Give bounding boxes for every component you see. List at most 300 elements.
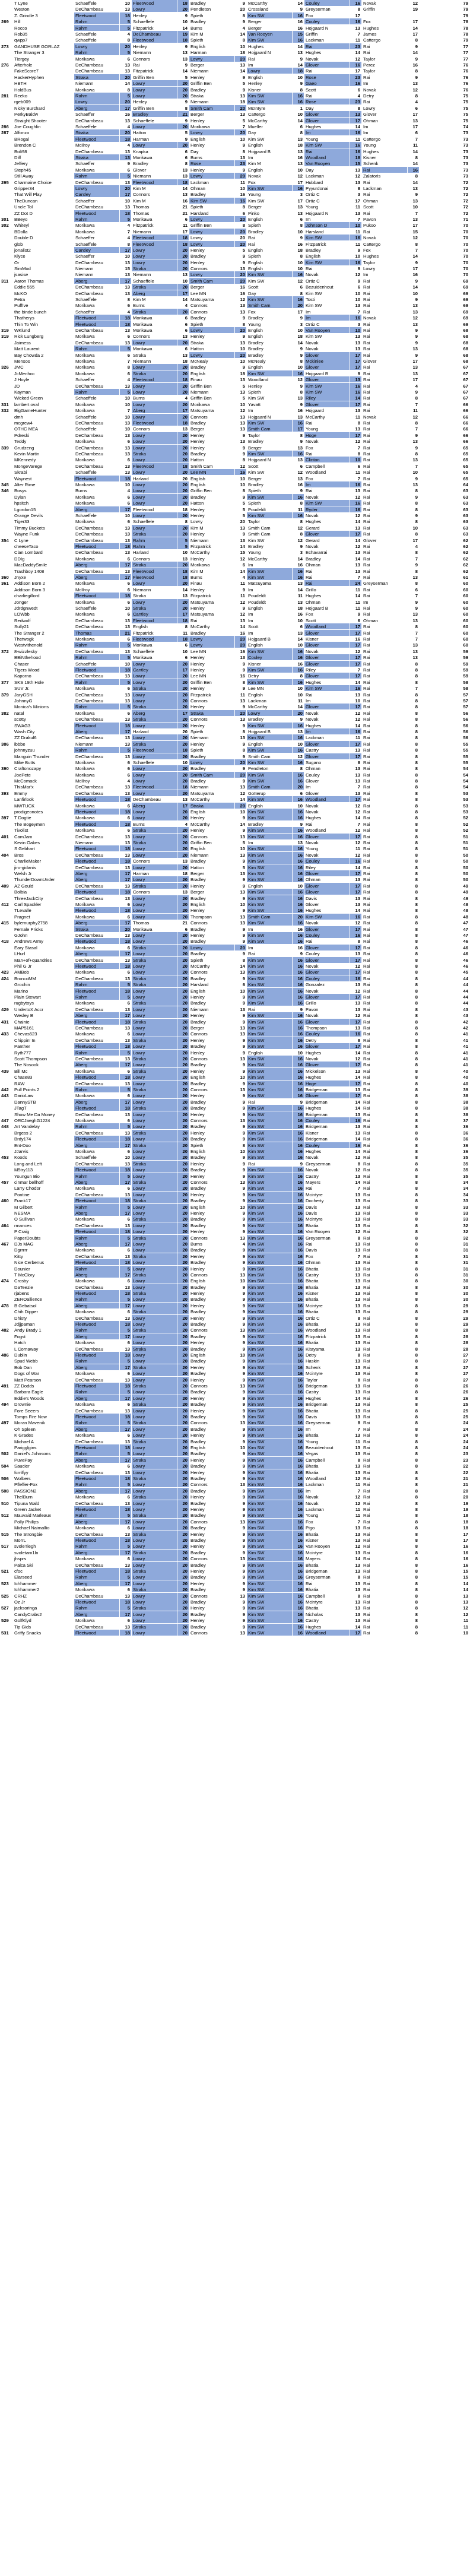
pick-golfer: Hojgaard N — [247, 457, 293, 463]
pick-points: 20 — [177, 1346, 189, 1352]
pick-golfer: Kim SW — [247, 420, 293, 426]
total-points: 53 — [420, 796, 470, 803]
pick-golfer: Schaeffer — [74, 198, 120, 204]
pick-points: 20 — [177, 716, 189, 723]
pick-golfer: Rai — [362, 1123, 408, 1130]
pick-points: 8 — [408, 1192, 420, 1198]
pick-golfer: Im — [362, 123, 408, 130]
rank-cell — [0, 525, 13, 531]
entrant-name: MorrL — [13, 1537, 74, 1544]
pick-golfer: Bradley — [189, 1185, 235, 1192]
pick-points: 20 — [177, 1377, 189, 1383]
rank-cell — [0, 80, 13, 87]
pick-points: 16 — [293, 1259, 304, 1266]
pick-points: 20 — [177, 845, 189, 852]
rank-cell: 443 — [0, 1092, 13, 1099]
pick-golfer: Matsuyama — [189, 407, 235, 414]
total-points: 78 — [420, 31, 470, 37]
total-points: 64 — [420, 481, 470, 488]
pick-points: 20 — [177, 1197, 189, 1204]
pick-golfer: DeChambeau — [74, 148, 120, 155]
pick-points: 9 — [235, 259, 247, 266]
pick-points: 13 — [350, 1370, 362, 1377]
total-points: 24 — [420, 1438, 470, 1445]
rank-cell — [0, 315, 13, 321]
pick-points: 13 — [235, 1519, 247, 1525]
rank-cell — [0, 611, 13, 617]
pick-points: 9 — [235, 1216, 247, 1222]
pick-points: 17 — [350, 926, 362, 933]
pick-golfer: DeChambeau — [74, 1469, 120, 1476]
pick-golfer: Rai — [362, 1352, 408, 1358]
pick-points: 7 — [350, 476, 362, 482]
pick-golfer: Thomas — [132, 920, 177, 926]
pick-golfer: Morikawa — [189, 562, 235, 568]
pick-points: 11 — [350, 1512, 362, 1519]
pick-golfer: DeChambeau — [74, 568, 120, 575]
pick-points: 13 — [120, 340, 132, 346]
pick-golfer: Rai — [362, 667, 408, 673]
pick-golfer: Rai — [362, 469, 408, 476]
pick-points: 13 — [350, 1216, 362, 1222]
pick-golfer: Van Rooyen — [304, 1543, 350, 1550]
pick-golfer: Lowry — [132, 1414, 177, 1420]
total-points: 31 — [420, 1259, 470, 1266]
pick-golfer: Couley — [304, 18, 350, 25]
pick-points: 20 — [177, 1012, 189, 1019]
pick-points: 9 — [235, 1192, 247, 1198]
pick-points: 16 — [350, 80, 362, 87]
pick-golfer: Rai — [362, 1506, 408, 1513]
pick-points: 13 — [350, 179, 362, 186]
pick-points: 13 — [293, 476, 304, 482]
pick-golfer: Connors — [132, 889, 177, 895]
pick-points: 9 — [235, 315, 247, 321]
entrant-name: hpsitch — [13, 500, 74, 506]
pick-golfer: Schenk — [362, 160, 408, 167]
pick-points: 8 — [408, 500, 420, 506]
pick-points: 9 — [408, 599, 420, 606]
table-row — [0, 235, 470, 241]
pick-points: 13 — [293, 599, 304, 606]
pick-points: 11 — [350, 241, 362, 248]
pick-points: 17 — [120, 247, 132, 254]
pick-points: 6 — [120, 815, 132, 821]
total-points: 34 — [420, 1192, 470, 1198]
pick-points: 16 — [293, 1179, 304, 1186]
pick-points: 8 — [350, 1161, 362, 1167]
pick-golfer: Lowry — [132, 512, 177, 519]
pick-golfer: DeChambeau — [74, 883, 120, 889]
table-row — [0, 154, 470, 161]
pick-golfer: Rahm — [74, 1605, 120, 1611]
rank-cell: 457 — [0, 1179, 13, 1186]
pick-golfer: English — [247, 142, 293, 148]
entrant-name: SimMod — [13, 265, 74, 272]
total-points: 63 — [420, 518, 470, 525]
entrant-name: JoePete — [13, 772, 74, 778]
pick-golfer: DeChambeau — [74, 68, 120, 74]
pick-points: 20 — [177, 123, 189, 130]
pick-points: 6 — [177, 148, 189, 155]
total-points: 35 — [420, 1167, 470, 1173]
table-row — [0, 568, 470, 575]
pick-golfer: Novak — [304, 271, 350, 278]
pick-golfer: Fleetwood — [74, 1136, 120, 1142]
pick-golfer: Rai — [247, 1161, 293, 1167]
pick-golfer: Kim SW — [247, 648, 293, 655]
entrant-name: M Gilbert — [13, 1204, 74, 1211]
pick-golfer: Henley — [189, 1469, 235, 1476]
pick-golfer: Berger — [247, 18, 293, 25]
pick-points: 16 — [293, 1012, 304, 1019]
pick-points: 20 — [235, 327, 247, 334]
total-points: 31 — [420, 1241, 470, 1247]
pick-points: 16 — [293, 1235, 304, 1241]
pick-golfer: Kim SW — [247, 1469, 293, 1476]
pick-points: 8 — [350, 1037, 362, 1044]
pick-golfer: Bradley — [304, 556, 350, 562]
table-row — [0, 1192, 470, 1198]
pick-points: 12 — [235, 790, 247, 797]
table-row — [0, 290, 470, 297]
pick-points: 9 — [235, 1624, 247, 1630]
pick-points: 9 — [235, 704, 247, 710]
total-points: 60 — [420, 605, 470, 611]
pick-points: 14 — [293, 587, 304, 593]
pick-points: 16 — [293, 1339, 304, 1346]
pick-points: 9 — [235, 1617, 247, 1624]
total-points: 53 — [420, 809, 470, 815]
total-points: 56 — [420, 716, 470, 723]
pick-golfer: Hughes — [304, 49, 350, 56]
entrant-name: Tivolist — [13, 827, 74, 834]
rank-cell — [0, 1025, 13, 1031]
pick-points: 12 — [293, 376, 304, 383]
total-points: 55 — [420, 759, 470, 766]
pick-points: 13 — [350, 1346, 362, 1352]
pick-points: 16 — [293, 963, 304, 969]
pick-golfer: Rai — [362, 1414, 408, 1420]
pick-points: 4 — [408, 543, 420, 550]
pick-golfer: Straka — [132, 1531, 177, 1538]
pick-points: 13 — [120, 883, 132, 889]
pick-points: 8 — [120, 37, 132, 43]
pick-golfer: Kim SW — [247, 1148, 293, 1155]
pick-points: 13 — [120, 834, 132, 840]
pick-points: 18 — [177, 617, 189, 624]
pick-points: 20 — [177, 1426, 189, 1433]
rank-cell: 269 — [0, 18, 13, 25]
total-points: 53 — [420, 803, 470, 809]
pick-points: 20 — [177, 1210, 189, 1216]
table-row — [0, 315, 470, 321]
rank-cell — [0, 271, 13, 278]
pick-golfer: Straka — [132, 1272, 177, 1278]
pick-golfer: Morikawa — [74, 1555, 120, 1562]
entrant-name: Tomps Fire Now — [13, 1414, 74, 1420]
pick-golfer: Bradley — [304, 247, 350, 254]
pick-points: 14 — [350, 1624, 362, 1630]
pick-golfer: Rai — [304, 43, 350, 50]
pick-golfer: Glover — [304, 642, 350, 648]
pick-points: 8 — [408, 839, 420, 846]
pick-points: 8 — [408, 957, 420, 964]
pick-points: 18 — [120, 1352, 132, 1358]
pick-points: 8 — [408, 1247, 420, 1253]
pick-golfer: Rai — [362, 1197, 408, 1204]
pick-golfer: Lowry — [132, 599, 177, 606]
pick-points: 6 — [120, 1432, 132, 1438]
entrant-name: P Craig — [13, 1228, 74, 1235]
total-points: 65 — [420, 476, 470, 482]
pick-points: 20 — [177, 1086, 189, 1093]
pick-golfer: Rai — [362, 340, 408, 346]
pick-points: 6 — [120, 518, 132, 525]
pick-points: 9 — [235, 1389, 247, 1395]
pick-points: 20 — [177, 1050, 189, 1056]
table-row — [0, 1006, 470, 1013]
pick-golfer: Hughes — [304, 1148, 350, 1155]
pick-golfer: English — [189, 845, 235, 852]
table-row — [0, 599, 470, 606]
table-row — [0, 1050, 470, 1056]
pick-golfer: Griffin Ben — [189, 222, 235, 229]
pick-golfer: Lowry — [132, 932, 177, 939]
pick-points: 17 — [177, 407, 189, 414]
rank-cell — [0, 1599, 13, 1605]
pick-golfer: Bradley — [189, 494, 235, 500]
pick-points: 16 — [350, 1142, 362, 1149]
pick-golfer: Novak — [362, 235, 408, 241]
pick-points: 7 — [350, 216, 362, 223]
table-row — [0, 37, 470, 43]
pick-golfer: Bhatia — [304, 1605, 350, 1611]
pick-golfer: Young — [362, 142, 408, 148]
table-row — [0, 1383, 470, 1389]
pick-golfer: Rai — [362, 654, 408, 661]
pick-golfer: Lowry — [189, 945, 235, 951]
pick-points: 8 — [408, 1426, 420, 1433]
pick-points: 8 — [408, 1624, 420, 1630]
pick-points: 13 — [408, 481, 420, 488]
pick-golfer: Kim SW — [247, 852, 293, 858]
entrant-name: Pull Points 2 — [13, 1086, 74, 1093]
pick-golfer: Kim SW — [247, 1173, 293, 1180]
pick-golfer: Niemann — [132, 229, 177, 235]
table-row — [0, 271, 470, 278]
entrant-name: M5try113 — [13, 1167, 74, 1173]
rank-cell — [0, 494, 13, 500]
pick-golfer: Rai — [362, 1358, 408, 1364]
rank-cell: 521 — [0, 1568, 13, 1574]
pick-points: 11 — [235, 179, 247, 186]
total-points: 71 — [420, 216, 470, 223]
pick-points: 12 — [350, 1154, 362, 1161]
pick-points: 9 — [408, 43, 420, 50]
pick-golfer: Mckinlee — [304, 358, 350, 365]
pick-points: 16 — [293, 1469, 304, 1476]
pick-golfer: Lowry — [132, 1562, 177, 1569]
pick-points: 5 — [235, 383, 247, 389]
pick-points: 20 — [235, 129, 247, 136]
pick-points: 13 — [350, 1278, 362, 1284]
pick-golfer: Lowry — [132, 679, 177, 686]
pick-golfer: Novak — [304, 56, 350, 62]
pick-points: 16 — [293, 920, 304, 926]
pick-golfer: Lowry — [132, 1296, 177, 1303]
pick-points: 17 — [350, 889, 362, 895]
pick-points: 13 — [177, 426, 189, 432]
total-points: 70 — [420, 235, 470, 241]
pick-points: 20 — [177, 1000, 189, 1006]
pick-golfer: Lowry — [189, 216, 235, 223]
pick-points: 8 — [408, 1389, 420, 1395]
rank-cell — [0, 1290, 13, 1297]
pick-golfer: English — [189, 481, 235, 488]
total-points: 50 — [420, 852, 470, 858]
pick-golfer: Thompson — [304, 1025, 350, 1031]
entrant-name: Z. Grindle 3 — [13, 12, 74, 19]
pick-golfer: Hojgaard N — [304, 210, 350, 217]
pick-points: 13 — [120, 525, 132, 531]
entrant-name: T Dogtie — [13, 815, 74, 821]
pick-golfer: Rai — [362, 834, 408, 840]
pick-golfer: Rai — [362, 685, 408, 692]
entrant-name: Or — [13, 259, 74, 266]
pick-points: 13 — [350, 1580, 362, 1587]
pick-points: 16 — [293, 1586, 304, 1593]
pick-golfer: Young — [304, 845, 350, 852]
pick-points: 16 — [235, 648, 247, 655]
pick-golfer: Rai — [362, 1562, 408, 1569]
total-points: 10 — [420, 1630, 470, 1636]
pick-points: 10 — [120, 395, 132, 401]
total-points: 63 — [420, 525, 470, 531]
pick-points: 20 — [177, 981, 189, 988]
pick-points: 20 — [293, 302, 304, 309]
table-row — [0, 587, 470, 593]
entrant-name: Jnyxe — [13, 574, 74, 581]
pick-golfer: Straka — [132, 1605, 177, 1611]
pick-points: 16 — [293, 907, 304, 914]
pick-points: 16 — [293, 1611, 304, 1618]
total-points: 77 — [420, 43, 470, 50]
pick-points: 13 — [350, 376, 362, 383]
table-row — [0, 438, 470, 445]
rank-cell — [0, 772, 13, 778]
pick-golfer: Lowry — [132, 1006, 177, 1013]
table-row — [0, 932, 470, 939]
rank-cell: 482 — [0, 1327, 13, 1333]
rank-cell — [0, 1438, 13, 1445]
pick-points: 8 — [408, 154, 420, 161]
pick-golfer: Rai — [362, 1420, 408, 1426]
pick-golfer: Ohman — [304, 876, 350, 883]
pick-points: 5 — [120, 1358, 132, 1364]
total-points: 28 — [420, 1333, 470, 1340]
total-points: 70 — [420, 222, 470, 229]
table-row — [0, 1266, 470, 1272]
pick-points: 16 — [293, 945, 304, 951]
pick-points: 10 — [350, 290, 362, 297]
pick-points: 13 — [120, 852, 132, 858]
rank-cell: 379 — [0, 692, 13, 698]
table-row — [0, 414, 470, 420]
table-row — [0, 1506, 470, 1513]
pick-golfer: Rai — [362, 784, 408, 790]
pick-points: 13 — [408, 185, 420, 192]
pick-points: 6 — [120, 1117, 132, 1124]
total-points: 56 — [420, 723, 470, 729]
pick-golfer: Lowry — [132, 1062, 177, 1068]
pick-golfer: Lee MN — [189, 648, 235, 655]
rank-cell: 529 — [0, 1617, 13, 1624]
table-row — [0, 525, 470, 531]
pick-golfer: Lowry — [132, 253, 177, 259]
pick-golfer: Henley — [189, 1173, 235, 1180]
pick-points: 16 — [350, 728, 362, 735]
pick-golfer: Morikawa — [74, 759, 120, 766]
pick-points: 10 — [293, 327, 304, 334]
total-points: 76 — [420, 80, 470, 87]
pick-points: 8 — [293, 432, 304, 439]
pick-points: 18 — [120, 1228, 132, 1235]
total-points: 25 — [420, 1401, 470, 1408]
pick-golfer: Henley — [189, 512, 235, 519]
pick-points: 9 — [408, 494, 420, 500]
pick-golfer: Morikawa — [74, 1525, 120, 1531]
pick-golfer: Lowry — [132, 1463, 177, 1469]
pick-points: 13 — [350, 1068, 362, 1075]
total-points: 69 — [420, 315, 470, 321]
table-row — [0, 1543, 470, 1550]
pick-golfer: Im — [247, 945, 293, 951]
table-row — [0, 617, 470, 624]
pick-golfer: Lowry — [132, 259, 177, 266]
rank-cell — [0, 1624, 13, 1630]
entrant-name: JMC — [13, 364, 74, 370]
pick-golfer: Kim SW — [247, 1574, 293, 1580]
pick-golfer: Aberg — [132, 290, 177, 297]
entrant-name: The Bogeymen — [13, 821, 74, 828]
pick-points: 9 — [235, 531, 247, 537]
pick-golfer: Bradley — [189, 420, 235, 426]
pick-golfer: Connors — [132, 426, 177, 432]
pick-points: 18 — [293, 605, 304, 611]
pick-points: 11 — [235, 592, 247, 599]
rank-cell: 354 — [0, 537, 13, 544]
rank-cell — [0, 1432, 13, 1438]
pick-points: 20 — [177, 309, 189, 315]
pick-golfer: Davis — [304, 1414, 350, 1420]
pick-points: 16 — [293, 1333, 304, 1340]
pick-golfer: Bridgeman — [304, 1099, 350, 1105]
pick-points: 20 — [177, 500, 189, 506]
pick-points: 10 — [293, 883, 304, 889]
pick-points: 23 — [350, 99, 362, 105]
rank-cell: 486 — [0, 1352, 13, 1358]
pick-golfer: Kim SW — [247, 1426, 293, 1433]
rank-cell — [0, 512, 13, 519]
entrant-name: Dhisty — [13, 1315, 74, 1322]
pick-points: 20 — [177, 1056, 189, 1062]
rank-cell — [0, 1364, 13, 1371]
pick-golfer: Bradley — [247, 543, 293, 550]
pick-golfer: Fleetwood — [74, 1537, 120, 1544]
pick-points: 8 — [408, 1179, 420, 1186]
pick-golfer: Kim M — [189, 31, 235, 37]
